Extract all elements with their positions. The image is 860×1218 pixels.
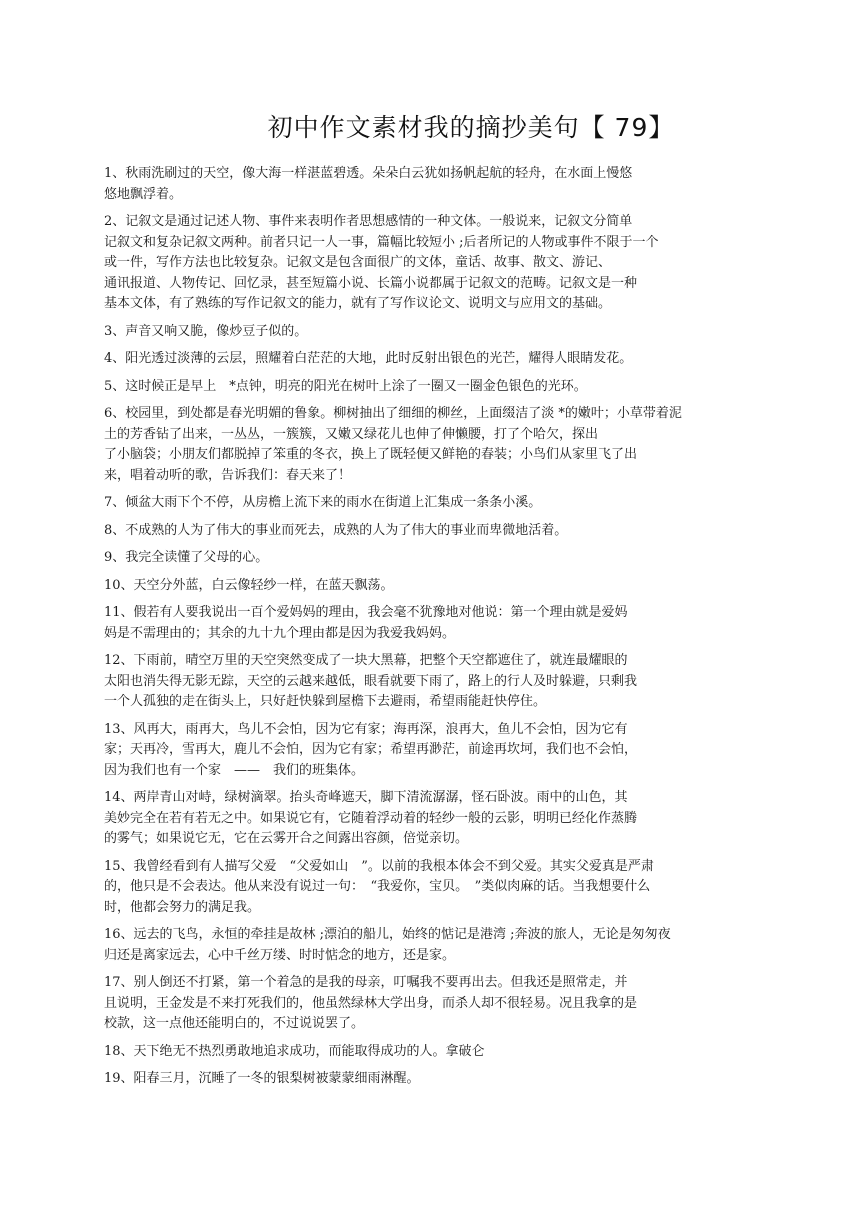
- paragraph-line: 了小脑袋；小朋友们都脱掉了笨重的冬衣，换上了既轻便又鲜艳的春装；小鸟们从家里飞了出: [104, 447, 638, 462]
- paragraph-line: 因为我们也有一个家 —— 我们的班集体。: [104, 762, 365, 778]
- paragraph-8: [104, 521, 744, 542]
- paragraph-line: 妈是不需理由的；其余的九十九个理由都是因为我爱我妈妈。: [104, 625, 456, 641]
- paragraph-13: [104, 720, 744, 782]
- paragraph-line: 3、声音又响又脆，像炒豆子似的。: [104, 323, 308, 339]
- paragraph-line: 15、我曾经看到有人描写父爱 “父爱如山 ”。以前的我根本体会不到父爱。其实父爱真是严肃: [104, 858, 654, 874]
- paragraph-line: 18、天下绝无不热烈勇敢地追求成功，而能取得成功的人。拿破仑: [104, 1043, 485, 1059]
- paragraph-line: 8、不成熟的人为了伟大的事业而死去，成熟的人为了伟大的事业而卑微地活着。: [104, 522, 568, 538]
- paragraph-14: [104, 788, 744, 850]
- paragraph-line: 17、别人倒还不打紧，第一个着急的是我的母亲，叮嘱我不要再出去。但我还是照常走，并: [104, 975, 628, 990]
- paragraph-10: [104, 576, 744, 597]
- paragraph-line: 一个人孤独的走在街头上，只好赶快躲到屋檐下去避雨，希望雨能赶快停住。: [104, 694, 547, 709]
- paragraph-line: 太阳也消失得无影无踪，天空的云越来越低，眼看就要下雨了，路上的行人及时躲避，只剩我: [104, 673, 638, 689]
- paragraph-5: [104, 377, 744, 398]
- paragraph-12: [104, 651, 744, 713]
- paragraph-17: [104, 973, 744, 1035]
- paragraph-line: 的雾气；如果说它无，它在云雾开合之间露出容颜，倍觉亲切。: [104, 831, 469, 846]
- paragraph-line: 14、两岸青山对峙，绿树滴翠。抬头奇峰遮天，脚下清流潺潺，怪石卧波。雨中的山色，其: [104, 790, 628, 805]
- paragraph-line: 家；天再冷，雪再大，鹿儿不会怕，因为它有家；希望再渺茫，前途再坎坷，我们也不会怕，: [104, 742, 638, 757]
- paragraph-line: 土的芳香钻了出来，一丛丛，一簇簇，又嫩又绿花儿也伸了伸懒腰，打了个哈欠，探出: [104, 426, 599, 442]
- paragraph-line: 11、假若有人要我说出一百个爱妈妈的理由，我会毫不犹豫地对他说：第一个理由就是爱妈: [104, 605, 628, 620]
- paragraph-line: 校款，这一点他还能明白的，不过说说罢了。: [104, 1016, 365, 1031]
- paragraph-7: [104, 493, 744, 514]
- paragraph-line: 通讯报道、人物传记、回忆录，甚至短篇小说、长篇小说都属于记叙文的范畴。记叙文是一种: [104, 275, 638, 291]
- paragraph-15: [104, 857, 744, 919]
- paragraph-line: 且说明，王金发是不来打死我们的，他虽然绿林大学出身，而杀人却不很轻易。况且我拿的是: [104, 995, 638, 1011]
- paragraph-line: 时，他都会努力的满足我。: [104, 899, 261, 915]
- paragraph-line: 7、倾盆大雨下个不停，从房檐上流下来的雨水在街道上汇集成一条条小溪。: [104, 495, 542, 510]
- paragraph-line: 19、阳春三月，沉睡了一冬的银梨树被蒙蒙细雨淋醒。: [104, 1071, 420, 1086]
- paragraph-1: [104, 164, 744, 205]
- paragraph-line: 13、风再大，雨再大，鸟儿不会怕，因为它有家；海再深，浪再大，鱼儿不会怕，因为它有: [104, 721, 628, 737]
- paragraph-line: 2、记叙文是通过记述人物、事件来表明作者思想感情的一种文体。一般说来，记叙文分简单: [104, 214, 633, 229]
- paragraph-line: 归还是离家远去，心中千丝万缕、时时惦念的地方，还是家。: [104, 947, 456, 963]
- paragraph-19: [104, 1069, 744, 1090]
- paragraph-line: 4、阳光透过淡薄的云层，照耀着白茫茫的大地，此时反射出银色的光芒，耀得人眼睛发花。: [104, 351, 633, 366]
- paragraph-line: 10、天空分外蓝，白云像轻纱一样，在蓝天飘荡。: [104, 577, 394, 593]
- paragraph-line: 1、秋雨洗刷过的天空，像大海一样湛蓝碧透。朵朵白云犹如扬帆起航的轻舟，在水面上慢悠: [104, 166, 633, 181]
- paragraph-line: 美妙完全在若有若无之中。如果说它有，它随着浮动着的轻纱一般的云影，明明已经化作蒸腾: [104, 810, 638, 826]
- paragraph-line: 的，他只是不会表达。他从来没有说过一句： “我爱你，宝贝。 ”类似肉麻的话。当我想要什么: [104, 879, 651, 894]
- paragraph-9: [104, 548, 744, 569]
- paragraph-line: 12、下雨前，晴空万里的天空突然变成了一块大黑幕，把整个天空都遮住了，就连最耀眼的: [104, 653, 628, 668]
- paragraph-11: [104, 603, 744, 644]
- paragraph-line: 或一件，写作方法也比较复杂。记叙文是包含面很广的文体，童话、故事、散文、游记、: [104, 255, 612, 270]
- paragraph-line: 9、我完全读懂了父母的心。: [104, 550, 269, 565]
- document-title: 初中作文素材我的摘抄美句【 79】: [267, 113, 675, 142]
- paragraph-18: [104, 1042, 744, 1063]
- paragraph-line: 5、这时候正是早上 *点钟，明亮的阳光在树叶上涂了一圈又一圈金色银色的光环。: [104, 378, 587, 394]
- paragraph-3: [104, 322, 744, 343]
- paragraph-6: [104, 404, 744, 486]
- paragraph-line: 悠地飘浮着。: [104, 186, 183, 202]
- paragraph-16: [104, 925, 744, 966]
- paragraph-line: 6、校园里，到处都是春光明媚的鲁象。柳树抽出了细细的柳丝，上面缀洁了淡 *的嫩叶；小草带着泥: [104, 406, 682, 421]
- paragraph-4: [104, 349, 744, 370]
- paragraph-line: 记叙文和复杂记叙文两种。前者只记一人一事，篇幅比较短小 ;后者所记的人物或事件不限于一个: [104, 234, 659, 250]
- paragraph-2: [104, 212, 744, 315]
- document-body: [104, 164, 744, 1097]
- paragraph-line: 16、远去的飞鸟，永恒的牵挂是故林 ;漂泊的船儿，始终的惦记是港湾 ;奔波的旅人，无论是匆匆夜: [104, 927, 671, 942]
- paragraph-line: 基本文体，有了熟练的写作记叙文的能力，就有了写作议论文、说明文与应用文的基础。: [104, 296, 612, 311]
- paragraph-line: 来，唱着动听的歌，告诉我们：春天来了！: [104, 467, 352, 483]
